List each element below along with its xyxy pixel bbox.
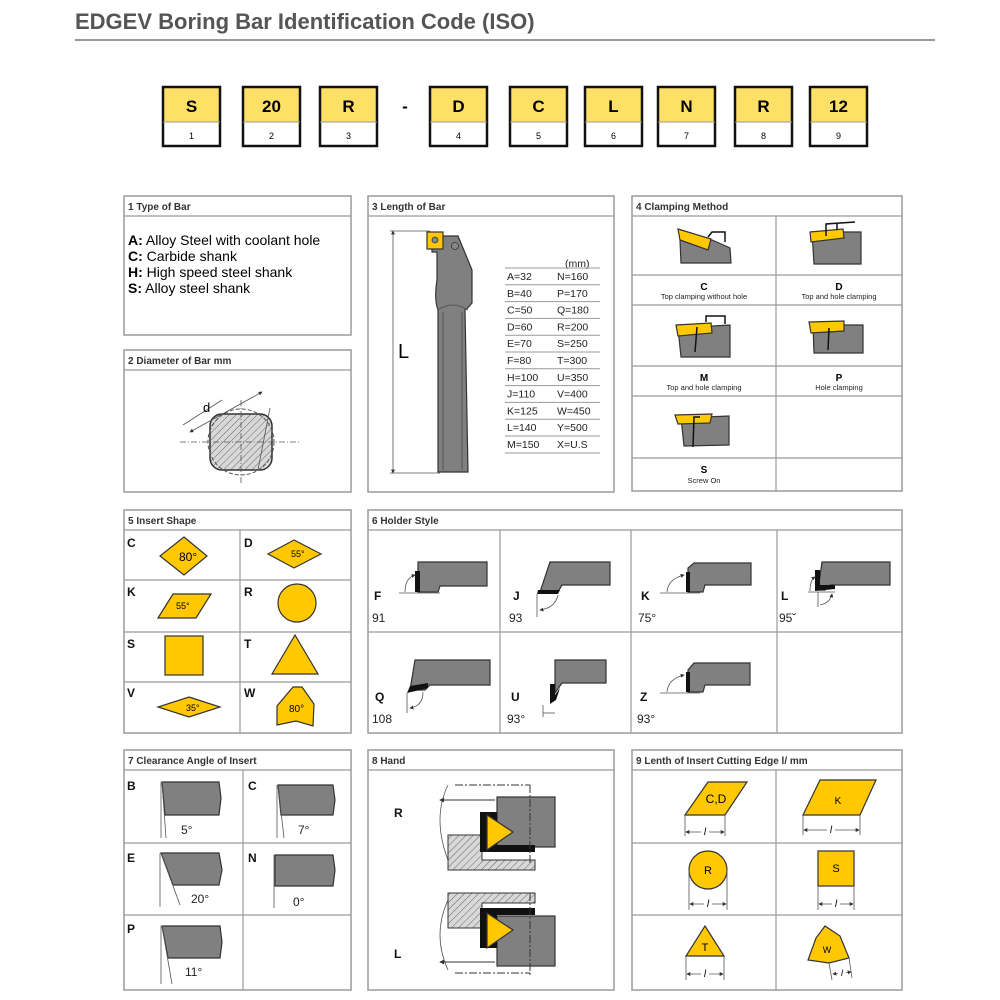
shape-angle: 55° [176,601,190,611]
bar-type-h: H: High speed steel shank [128,264,293,280]
holder-angle: 93° [507,712,526,726]
code-index: 2 [268,131,275,141]
edge-shape-label: W [822,945,832,955]
length-table-cell: S=250 [557,338,588,351]
length-table-cell: E=70 [507,338,532,351]
edge-shape-label: T [701,942,709,954]
length-table-cell: B=40 [507,287,532,300]
panel-title: 7 Clearance Angle of Insert [128,756,257,767]
code-index: 1 [188,131,195,141]
clamp-p-drawing [809,321,863,353]
code-boxes [163,87,867,146]
hand-right-label: R [394,806,403,820]
clearance-p-drawing [162,926,222,958]
panel-clamping-method [632,196,902,491]
panel-title: 3 Length of Bar [372,202,446,213]
clamp-desc: Hole clamping [815,383,863,392]
edge-dim-label: l [834,899,838,910]
code-letter: R [342,97,355,116]
code-letter: N [680,97,693,116]
length-table-cell: R=200 [557,321,589,334]
panel-title: 4 Clamping Method [636,202,729,213]
page-title: EDGEV Boring Bar Identification Code (ISO) [75,9,535,34]
clamp-desc: Top clamping without hole [660,292,748,301]
code-index: 8 [760,131,767,141]
clamp-s-drawing [675,414,729,447]
holder-angle: 75° [638,611,657,625]
code-letter: L [608,97,619,116]
clamp-code: D [835,282,843,293]
code-box-5 [510,87,567,146]
shape-angle: 80° [179,550,198,564]
code-index: 3 [345,131,352,141]
holder-code: Q [375,690,385,704]
panel-title: 9 Lenth of Insert Cutting Edge l/ mm [636,756,808,767]
shape-s-square [165,636,203,675]
code-box-4 [430,87,487,146]
panel-length-of-bar [368,196,614,492]
clearance-angle: 20° [191,892,210,906]
shape-code: D [244,536,253,550]
shape-code: W [244,686,256,700]
hand-left-label: L [394,947,402,961]
clearance-code: E [127,851,136,865]
diameter-label: d [203,400,211,415]
edge-dim-label: l [703,969,707,980]
clamp-code: M [699,373,709,384]
code-letter: R [757,97,770,116]
holder-angle: 93° [637,712,656,726]
holder-angle: 95˘ [779,611,797,625]
shape-code: S [127,637,136,651]
edge-shape-label: K [834,796,842,807]
clearance-b-drawing [162,782,221,815]
clearance-c-drawing [278,785,335,815]
shape-code: R [244,585,253,599]
clearance-angle: 11° [185,965,203,979]
panel-type-of-bar [124,196,351,335]
clamp-desc: Screw On [687,476,721,485]
edge-dim-label: l [706,899,710,910]
edge-shape-label: C,D [705,792,727,806]
code-box-6 [585,87,642,146]
clearance-code: P [127,922,136,936]
code-box-3 [320,87,377,146]
edge-shape-label: S [832,863,840,875]
holder-angle: 93 [509,611,523,625]
length-table-cell: C=50 [507,304,533,317]
edge-dim-label: l [829,825,833,836]
holder-code: F [374,589,382,603]
code-box-9 [810,87,867,146]
bar-type-s: S: Alloy steel shank [128,280,251,296]
bar-type-a: A: Alloy Steel with coolant hole [128,232,321,248]
clearance-angle: 5° [181,823,193,837]
clamp-desc: Top and hole clamping [801,292,877,301]
code-letter: D [452,97,465,116]
edge-dim-label: l [703,827,707,838]
panel-title: 5 Insert Shape [128,516,197,527]
shape-angle: 35° [186,703,200,713]
code-letter: S [185,97,198,116]
panel-holder-style [368,510,902,733]
length-table-cell: Y=500 [557,422,588,435]
length-table-cell: M=150 [507,439,540,451]
clamp-code: C [700,282,708,293]
panel-hand [368,750,614,990]
code-separator: - [402,97,408,116]
length-table-cell: V=400 [557,388,588,401]
code-box-8 [735,87,792,146]
edge-shape-label: R [704,865,712,877]
code-letter: 12 [829,97,848,116]
code-box-7 [658,87,715,146]
code-index: 7 [683,131,690,141]
panel-insert-shape [124,510,351,733]
bar-type-c: C: Carbide shank [128,248,237,264]
clearance-code: N [248,851,257,865]
clearance-angle: 0° [293,895,305,909]
length-table-cell: N=160 [557,271,589,283]
shape-r-circle [278,584,316,622]
code-index: 4 [455,131,462,141]
code-box-2 [243,87,300,146]
code-letter: 20 [262,97,281,116]
panel-title: 6 Holder Style [372,516,439,527]
length-table-cell: T=300 [557,355,588,367]
shape-code: V [127,686,136,700]
holder-angle: 108 [372,712,393,726]
clearance-n-drawing [275,855,335,886]
clamp-code: S [700,465,708,476]
clearance-code: C [248,779,257,793]
clearance-angle: 7° [298,823,310,837]
holder-angle: 91 [372,611,386,625]
holder-code: Z [640,690,648,704]
length-table-cell: L=140 [507,422,537,435]
clamp-desc: Top and hole clamping [666,383,742,392]
length-table-cell: F=80 [507,355,532,367]
panel-title: 1 Type of Bar [128,202,191,213]
panel-title: 8 Hand [372,756,406,767]
length-table-cell: H=100 [507,371,539,384]
code-index: 6 [610,131,617,141]
length-table-cell: A=32 [507,271,532,283]
shape-angle: 55° [291,549,305,559]
shape-code: K [127,585,136,599]
clearance-code: B [127,779,136,793]
holder-code: J [513,589,520,603]
shape-angle: 80° [289,704,305,715]
code-index: 9 [835,131,842,141]
edge-dim-label: l [841,968,843,978]
length-table-cell: J=110 [507,388,536,401]
length-label: L [398,341,410,363]
panel-cutting-edge-length [632,750,902,990]
unit-label: (mm) [565,258,590,270]
shape-code: C [127,536,136,550]
panel-clearance-angle [124,750,351,990]
code-letter: C [532,97,545,116]
panel-title: 2 Diameter of Bar mm [128,356,232,367]
shape-code: T [244,637,252,651]
code-box-1 [163,87,220,146]
holder-code: U [511,690,520,704]
length-table-cell: Q=180 [557,304,589,317]
length-table-cell: D=60 [507,321,533,334]
holder-code: K [641,589,650,603]
clamp-code: P [835,373,843,384]
code-index: 5 [535,131,542,141]
length-table-cell: X=U.S [557,439,588,451]
panel-diameter [124,350,351,492]
length-table-cell: U=350 [557,371,589,384]
length-table-cell: K=125 [507,405,538,418]
length-table-cell: P=170 [557,287,588,300]
length-table-cell: W=450 [557,405,591,418]
holder-code: L [781,589,789,603]
